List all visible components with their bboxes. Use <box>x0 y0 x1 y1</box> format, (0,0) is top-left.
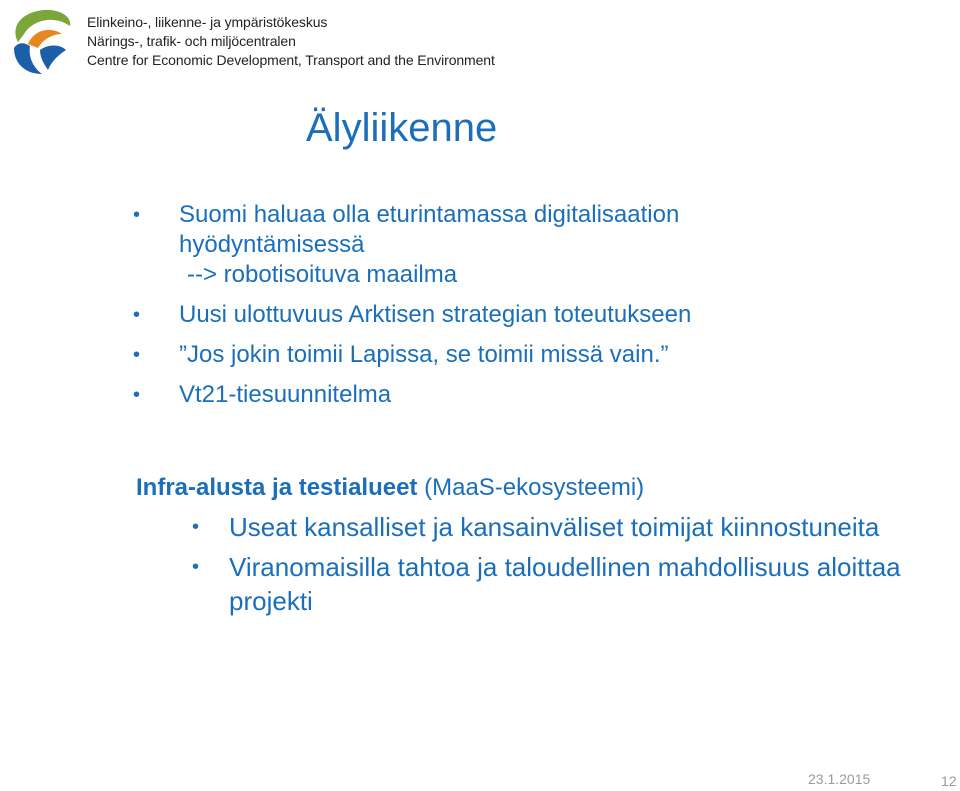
bullet-item <box>130 380 910 410</box>
infra-section <box>136 472 960 624</box>
bullet-text: Uusi ulottuvuus Arktisen strategian toteutukseen <box>179 301 692 328</box>
bullet-item <box>130 200 910 290</box>
footer-date: 23.1.2015 <box>808 771 871 787</box>
org-name-finnish: Elinkeino-, liikenne- ja ympäristökeskus <box>87 14 328 30</box>
infra-heading-rest: (MaaS-ekosysteemi) <box>417 474 645 501</box>
infra-list <box>136 510 960 618</box>
bullet-dot-icon: • <box>133 384 141 406</box>
bullet-text: Suomi haluaa olla eturintamassa digitalisaation <box>179 201 680 228</box>
bullet-text-continued: hyödyntämisessä <box>179 231 365 258</box>
bullet-text: ”Jos jokin toimii Lapissa, se toimii missä vain.” <box>179 341 669 368</box>
ely-centre-logo-icon <box>4 4 76 76</box>
bullet-list <box>130 200 910 420</box>
bullet-item <box>130 340 910 370</box>
infra-item-text-continued: projekti <box>229 586 313 616</box>
bullet-dot-icon: • <box>192 516 200 538</box>
bullet-item <box>130 300 910 330</box>
infra-list-item <box>192 550 960 618</box>
infra-item-text: Viranomaisilla tahtoa ja taloudellinen mahdollisuus aloittaa <box>229 552 901 582</box>
page-number: 12 <box>941 773 957 789</box>
organization-name <box>87 13 495 70</box>
bullet-dot-icon: • <box>133 344 141 366</box>
bullet-text: Vt21-tiesuunnitelma <box>179 381 392 408</box>
infra-item-text: Useat kansalliset ja kansainväliset toimijat kiinnostuneita <box>229 512 880 542</box>
infra-heading-bold: Infra-alusta ja testialueet <box>136 474 418 501</box>
bullet-dot-icon: • <box>133 204 141 226</box>
infra-list-item <box>192 510 960 544</box>
bullet-dot-icon: • <box>133 304 141 326</box>
org-name-swedish: Närings-, trafik- och miljöcentralen <box>87 33 296 49</box>
infra-heading <box>136 472 960 504</box>
bullet-dot-icon: • <box>192 556 200 578</box>
org-name-english: Centre for Economic Development, Transport and the Environment <box>87 52 495 68</box>
bullet-subline: --> robotisoituva maailma <box>187 261 458 288</box>
slide-title: Älyliikenne <box>306 106 498 150</box>
